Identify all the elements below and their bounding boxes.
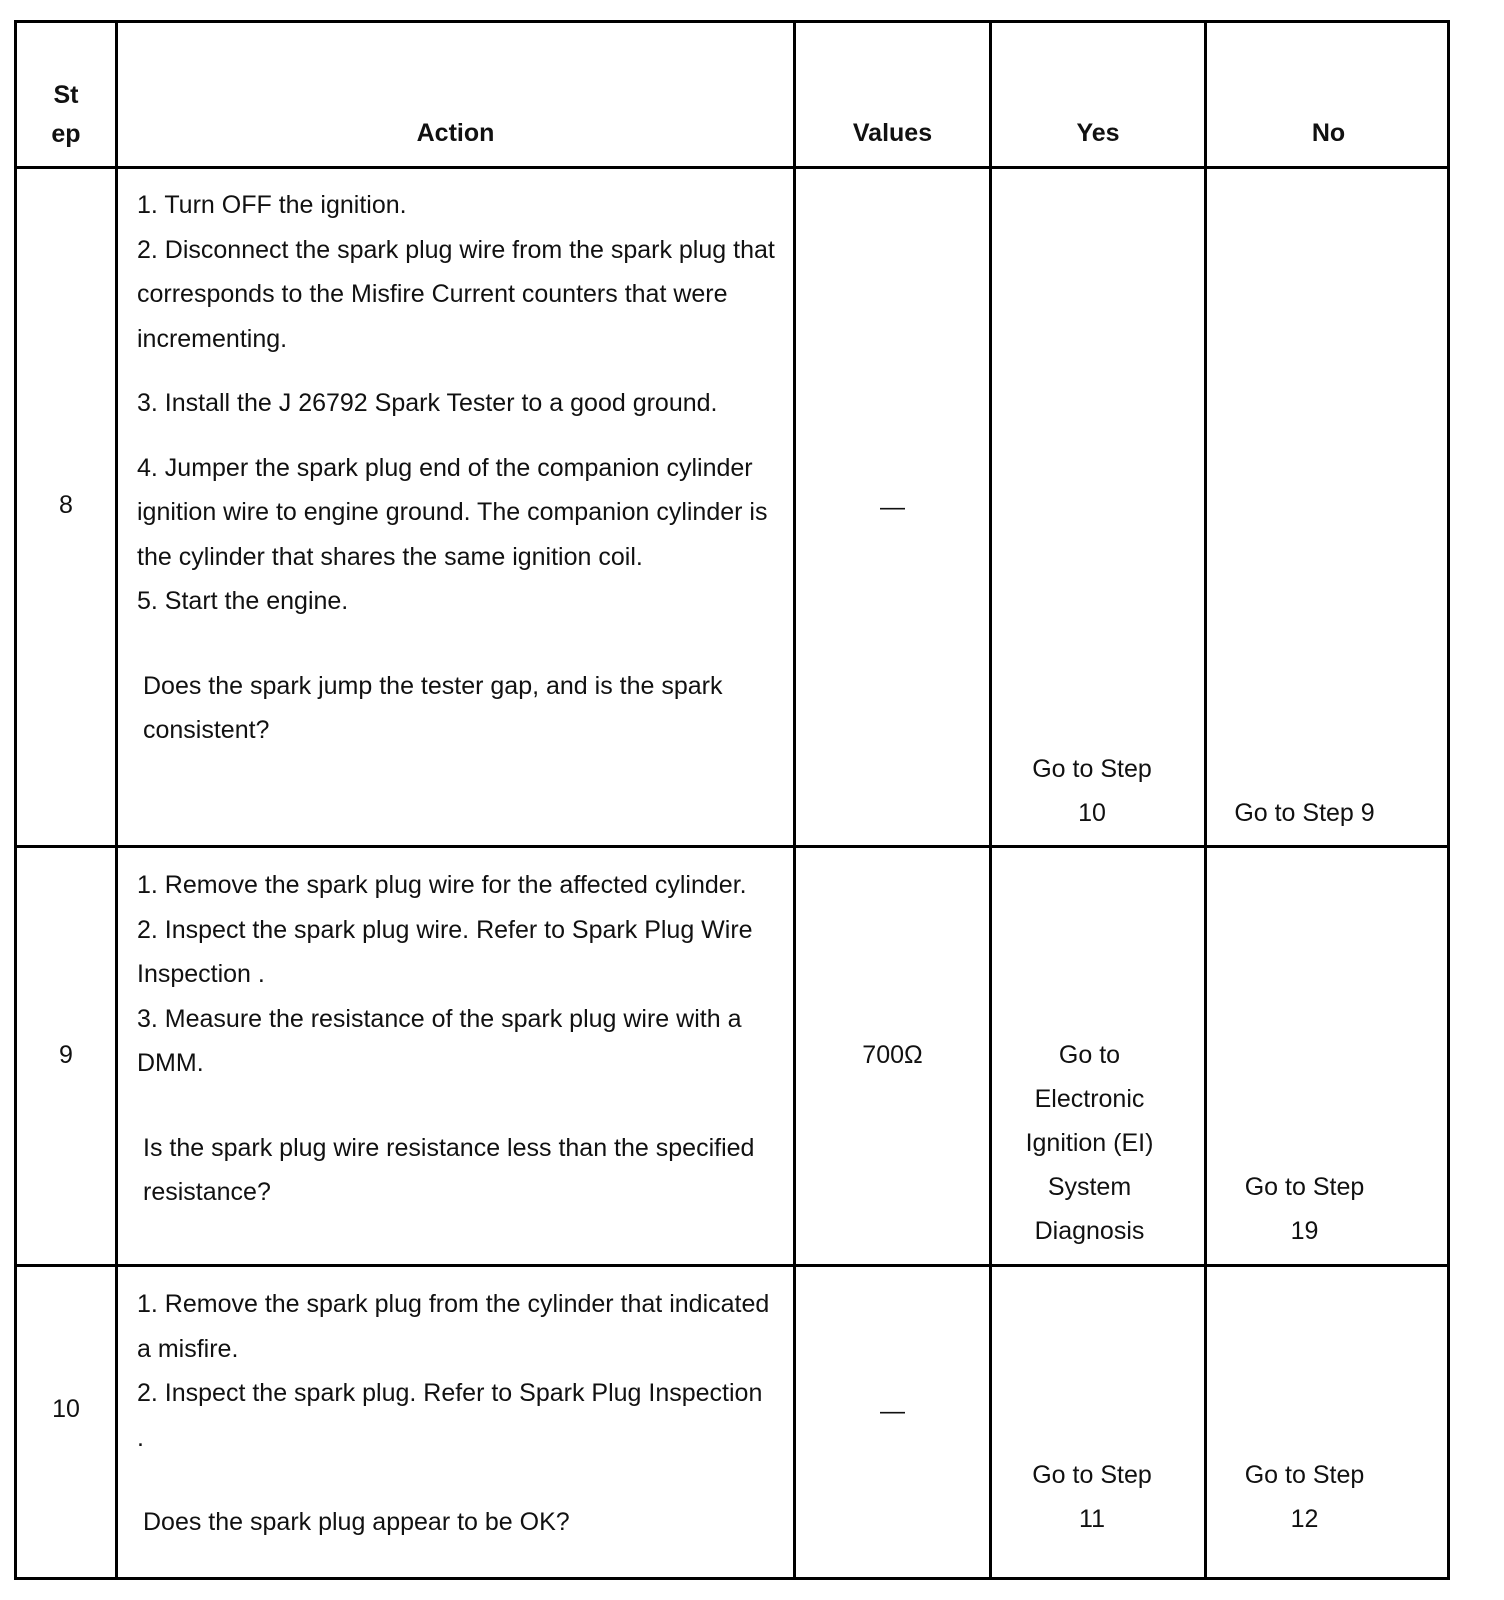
action-cell (135, 1282, 775, 1545)
diagnostic-table (14, 20, 1450, 1580)
action-item: 2. Inspect the spark plug wire. Refer to Spark Plug Wire Inspection . (137, 915, 753, 988)
column-divider (989, 23, 992, 1577)
action-item: 1. Remove the spark plug from the cylinder that indicated a misfire. (137, 1290, 770, 1363)
action-item: 1. Turn OFF the ignition. (137, 191, 407, 219)
action-question: Does the spark plug appear to be OK? (143, 1508, 570, 1536)
yes-cell: Go to Step 10 (1032, 755, 1152, 827)
column-divider (793, 23, 796, 1577)
header-action: Action (416, 119, 495, 147)
no-cell: Go to Step 9 (1234, 799, 1375, 827)
row-divider (17, 845, 1447, 848)
header-values: Values (852, 119, 933, 147)
header-yes: Yes (1076, 119, 1120, 147)
yes-cell: Go to Electronic Ignition (EI) System Diagnosis (1025, 1041, 1154, 1245)
no-cell: Go to Step 19 (1244, 1173, 1365, 1245)
action-item: 3. Install the J 26792 Spark Tester to a good ground. (137, 389, 718, 417)
action-item: 4. Jumper the spark plug end of the companion cylinder ignition wire to engine ground. The companion cylinder is the cylinder that shares the same ignition coil. (137, 453, 768, 571)
value-cell: — (880, 1397, 905, 1425)
action-question: Is the spark plug wire resistance less than the specified resistance? (143, 1133, 755, 1206)
action-item: 1. Remove the spark plug wire for the affected cylinder. (137, 871, 747, 899)
step-number: 9 (59, 1041, 73, 1069)
yes-cell: Go to Step 11 (1032, 1461, 1152, 1533)
action-item: 2. Disconnect the spark plug wire from the spark plug that corresponds to the Misfire Current counters that were incrementing. (137, 235, 775, 353)
step-number: 10 (52, 1395, 80, 1423)
action-item: 5. Start the engine. (137, 587, 349, 615)
row-divider (17, 1264, 1447, 1267)
action-question: Does the spark jump the tester gap, and is the spark consistent? (143, 671, 723, 744)
action-cell (135, 863, 775, 1215)
no-cell: Go to Step 12 (1244, 1461, 1365, 1533)
action-item: 2. Inspect the spark plug. Refer to Spark Plug Inspection . (137, 1379, 763, 1452)
step-number: 8 (59, 491, 73, 519)
row-divider (17, 166, 1447, 169)
column-divider (115, 23, 118, 1577)
value-cell: 700Ω (862, 1041, 923, 1069)
value-cell: — (880, 493, 905, 521)
action-cell (135, 183, 775, 753)
header-step: St ep (51, 81, 81, 148)
action-item: 3. Measure the resistance of the spark plug wire with a DMM. (137, 1004, 742, 1077)
header-no: No (1311, 119, 1346, 147)
